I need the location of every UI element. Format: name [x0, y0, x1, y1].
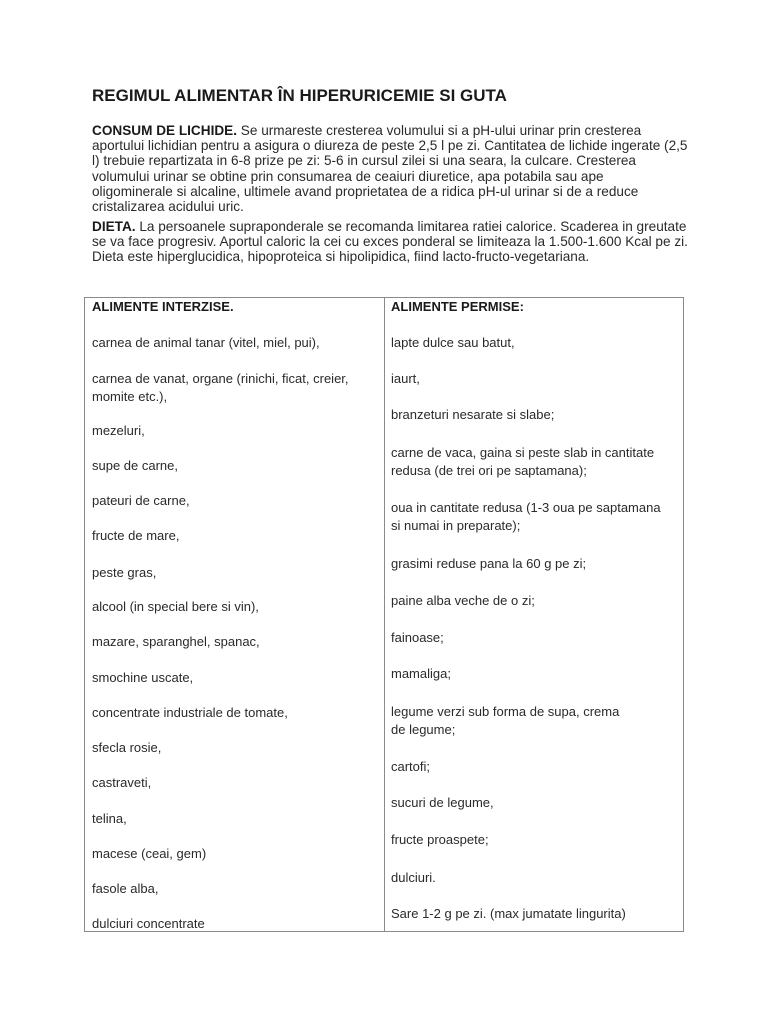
forbidden-column-header: ALIMENTE INTERZISE. [92, 299, 234, 314]
forbidden-item: carnea de animal tanar (vitel, miel, pui), [92, 335, 320, 350]
section-text: Se urmareste cresterea volumului si a pH-ului urinar prin cresterea aportului lichidian pentru a asigura o diureza de peste 2,5 l pe zi. Cantitatea de lichide ingerate (2,5 l) trebuie repartizata in 6-8 prize pe zi: 5-6 in cursul zilei si una seara, la culcare. Cresterea volumului urinar se obtine prin consumarea de ceaiuri diuretice, apa potabila sau ape oligominerale si alcaline, ultimele avand proprietatea de a ridica pH-ul urinar si de a reduce cristalizarea acidului uric. [92, 123, 688, 215]
section-dieta [92, 219, 688, 265]
forbidden-item: mezeluri, [92, 423, 145, 438]
allowed-column-header: ALIMENTE PERMISE: [391, 299, 524, 314]
forbidden-item: pateuri de carne, [92, 493, 190, 508]
allowed-item: oua in cantitate redusa (1-3 oua pe saptamana si numai in preparate); [391, 500, 661, 533]
allowed-item: cartofi; [391, 759, 431, 774]
section-text: La persoanele supraponderale se recomanda limitarea ratiei calorice. Scaderea in greutate se va face progresiv. Aportul caloric la cei cu exces ponderal se limiteaza la 1.500-1.600 Kcal pe zi. Dieta este hiperglucidica, hipoproteica si hipolipidica, fiind lacto-fructo-vegetariana. [92, 219, 688, 265]
forbidden-item: smochine uscate, [92, 670, 194, 685]
forbidden-item: fructe de mare, [92, 528, 180, 543]
forbidden-item: carnea de vanat, organe (rinichi, ficat, creier, momite etc.), [92, 371, 349, 404]
allowed-item: dulciuri. [391, 870, 436, 885]
allowed-item: fainoase; [391, 630, 444, 645]
allowed-item: legume verzi sub forma de supa, crema de legume; [391, 704, 620, 737]
allowed-item: grasimi reduse pana la 60 g pe zi; [391, 556, 587, 571]
forbidden-item: telina, [92, 811, 127, 826]
forbidden-item: concentrate industriale de tomate, [92, 705, 288, 720]
forbidden-item: alcool (in special bere si vin), [92, 599, 259, 614]
allowed-item: branzeturi nesarate si slabe; [391, 407, 555, 422]
forbidden-item: castraveti, [92, 775, 152, 790]
allowed-item: paine alba veche de o zi; [391, 593, 535, 608]
table-column-divider [384, 297, 385, 932]
allowed-item: carne de vaca, gaina si peste slab in cantitate redusa (de trei ori pe saptamana); [391, 445, 655, 478]
forbidden-item: macese (ceai, gem) [92, 846, 207, 861]
document-title: REGIMUL ALIMENTAR ÎN HIPERURICEMIE SI GUTA [92, 86, 507, 105]
forbidden-item: peste gras, [92, 565, 157, 580]
forbidden-item: supe de carne, [92, 458, 179, 473]
forbidden-item: fasole alba, [92, 881, 159, 896]
allowed-item: mamaliga; [391, 666, 451, 681]
allowed-item: sucuri de legume, [391, 795, 494, 810]
forbidden-item: dulciuri concentrate [92, 916, 205, 931]
allowed-item: fructe proaspete; [391, 832, 489, 847]
section-lichide [92, 123, 688, 214]
section-heading: DIETA. [92, 219, 136, 234]
allowed-item: Sare 1-2 g pe zi. (max jumatate lingurita) [391, 906, 626, 921]
section-heading: CONSUM DE LICHIDE. [92, 123, 238, 138]
forbidden-item: mazare, sparanghel, spanac, [92, 634, 260, 649]
allowed-item: iaurt, [391, 371, 420, 386]
allowed-item: lapte dulce sau batut, [391, 335, 515, 350]
forbidden-item: sfecla rosie, [92, 740, 162, 755]
